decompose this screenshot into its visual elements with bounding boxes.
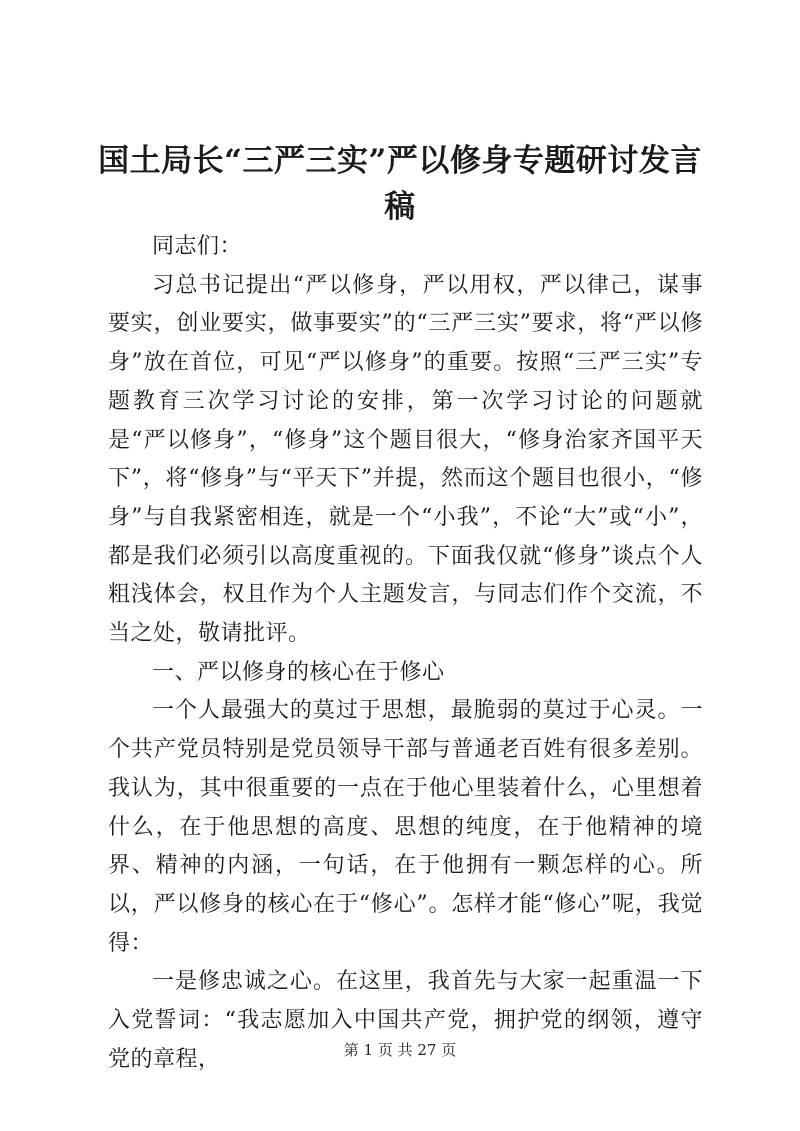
body-paragraph: 一个人最强大的莫过于思想，最脆弱的莫过于心灵。一个共产党员特别是党员领导干部与普通老百姓有很多差别。我认为，其中很重要的一点在于他心里装着什么，心里想着什么，在于他思想的高度、思想的纯度，在于他精神的境界、精神的内涵，一句话，在于他拥有一颗怎样的心。所以，严以修身的核心在于“修心”。怎样才能“修心”呢，我觉得：: [108, 698, 703, 956]
page-number-footer: 第 1 页 共 27 页: [343, 1041, 457, 1059]
salutation-paragraph: 同志们：: [152, 234, 243, 259]
intro-paragraph: 习总书记提出“严以修身，严以用权，严以律己，谋事要实，创业要实，做事要实”的“三严三实”要求，将“严以修身”放在首位，可见“严以修身”的重要。按照“三严三实”专题教育三次学习讨论的安排，第一次学习讨论的问题就是“严以修身”，“修身”这个题目很大，“修身治家齐国平天下”，将“修身”与“平天下”并提，然而这个题目也很小，“修身”与自我紧密相连，就是一个“小我”，不论“大”或“小”，都是我们必须引以高度重视的。下面我仅就“修身”谈点个人粗浅体会，权且作为个人主题发言，与同志们作个交流，不当之处，敬请批评。: [108, 272, 703, 647]
document-body: [108, 228, 703, 1079]
document-title: 国土局长“三严三实”严以修身专题研讨发言稿: [98, 143, 702, 225]
body-paragraph: 一是修忠诚之心。在这里，我首先与大家一起重温一下入党誓词：“我志愿加入中国共产党，拥护党的纲领，遵守党的章程，: [108, 969, 703, 1072]
section-heading: 一、严以修身的核心在于修心: [152, 659, 445, 685]
